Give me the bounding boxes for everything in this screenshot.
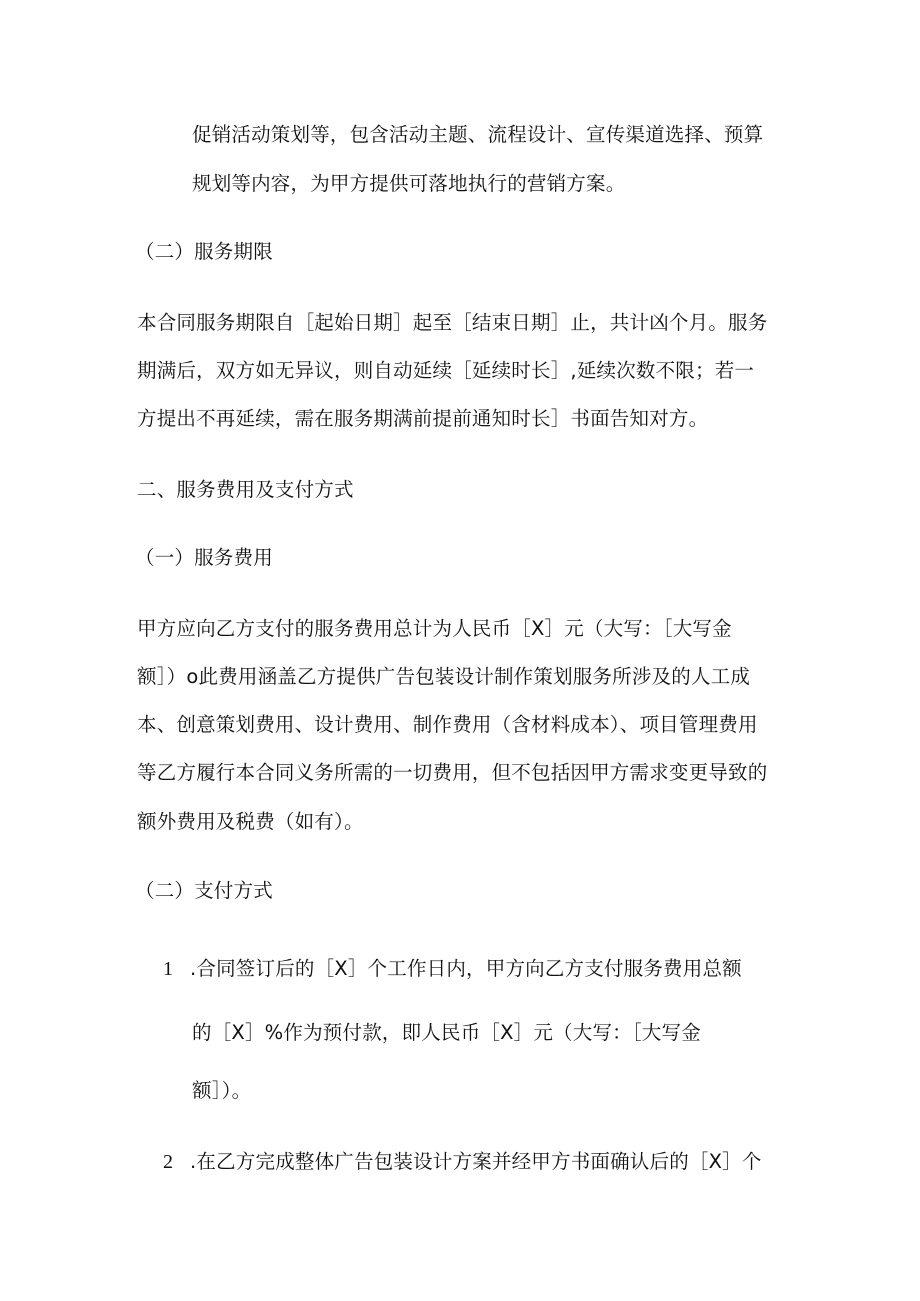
paragraph-line: 甲方应向乙方支付的服务费用总计为人民币［X］元（大写：［大写金: [137, 617, 732, 640]
paragraph-line: 额］）o此费用涵盖乙方提供广告包装设计制作策划服务所涉及的人工成: [137, 665, 751, 688]
list-item-line: 的［X］%作为预付款，即人民币［X］元（大写：［大写金: [192, 1021, 701, 1044]
paragraph-line: 等乙方履行本合同义务所需的一切费用，但不包括因甲方需求变更导致的: [137, 761, 768, 784]
paragraph-line: 方提出不再延续，需在服务期满前提前通知时长］书面告知对方。: [137, 407, 709, 430]
list-item-line: .合同签订后的［X］个工作日内，甲方向乙方支付服务费用总额: [190, 957, 742, 980]
list-item-line: .在乙方完成整体广告包装设计方案并经甲方书面确认后的［X］个: [190, 1150, 762, 1173]
section-heading-payment-method: （二）支付方式: [135, 879, 273, 902]
section-heading-service-period: （二）服务期限: [135, 240, 273, 263]
chapter-heading-fee-payment: 二、服务费用及支付方式: [137, 478, 354, 501]
text-line: 促销活动策划等，包含活动主题、流程设计、宣传渠道选择、预算: [192, 123, 764, 146]
paragraph-line: 额外费用及税费（如有）。: [137, 810, 364, 833]
list-item-line: 额］）。: [192, 1079, 252, 1102]
section-heading-service-fee: （一）服务费用: [135, 546, 273, 569]
paragraph-line: 本、创意策划费用、设计费用、制作费用（含材料成本）、项目管理费用: [137, 713, 758, 736]
text-line: 规划等内容，为甲方提供可落地执行的营销方案。: [192, 172, 626, 195]
paragraph-line: 期满后，双方如无异议，则自动延续［延续时长］,延续次数不限；若一: [137, 359, 755, 382]
list-item-number: 2: [163, 1151, 173, 1173]
list-item-number: 1: [163, 958, 173, 980]
paragraph-line: 本合同服务期限自［起始日期］起至［结束日期］止，共计凶个月。服务: [137, 311, 768, 334]
